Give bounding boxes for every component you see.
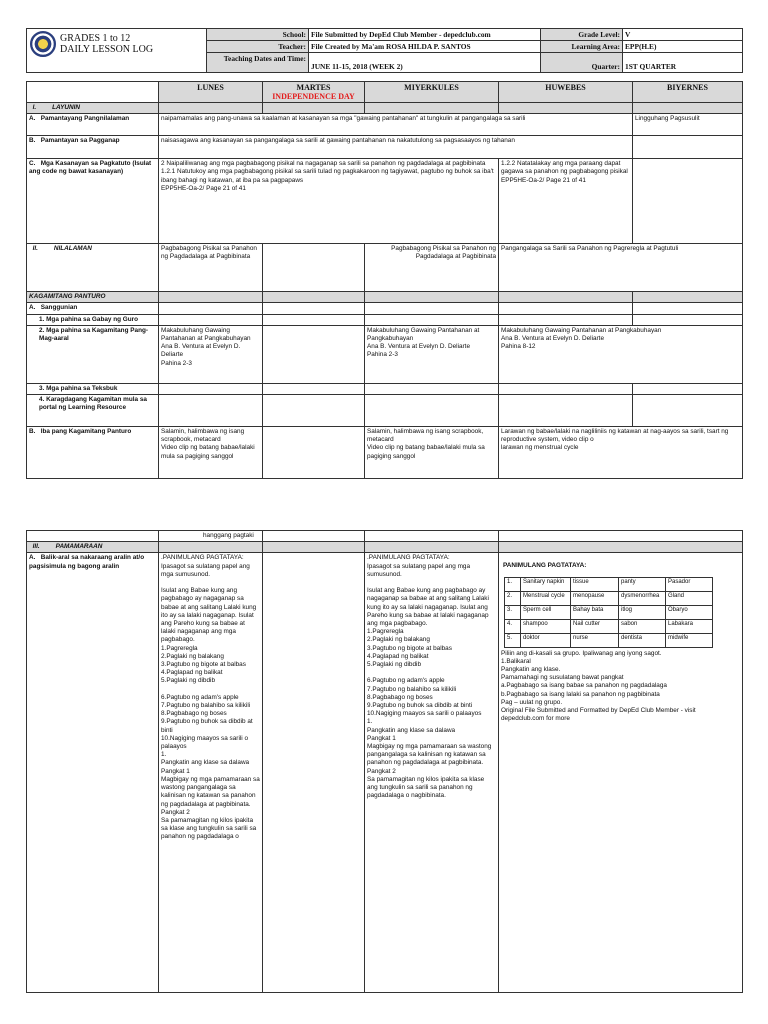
lesson-table <box>26 81 743 479</box>
row-pamantayang-pangnilalaman: A. Pamantayang Pangnilalaman <box>27 114 159 136</box>
corner-cell <box>27 82 159 103</box>
header-table <box>26 28 743 73</box>
mag-aaral-wed: Makabuluhang Gawaing Pantahanan at Pangkabuhayan Ana B. Ventura at Evelyn D. Deliarte Pahina 2-3 <box>365 325 499 383</box>
grid-cell: menopause <box>571 591 619 605</box>
row-karagdagang-kagamitan: 4. Karagdagang Kagamitan mula sa portal ng Learning Resource <box>27 395 159 427</box>
choice-grid <box>504 577 713 648</box>
row-kasanayan: C. Mga Kasanayan sa Pagkatuto (Isulat ang code ng bawat kasanayan) <box>27 159 159 244</box>
section-pamamaraan: III. PAMAMARAAN <box>27 542 159 553</box>
grid-cell: Nail cutter <box>571 619 619 633</box>
grid-cell: doktor <box>521 633 571 647</box>
grid-cell: Pasador <box>666 577 713 591</box>
grade-value: V <box>623 29 743 41</box>
grid-cell: itlog <box>619 605 666 619</box>
row-kagamitang-mag-aaral: 2. Mga pahina sa Kagamitang Pang-Mag-aaral <box>27 325 159 383</box>
nilalaman-mon: Pagbabagong Pisikal sa Panahon ng Pagdadalaga at Pagbibinata <box>159 244 263 292</box>
grid-cell: dentista <box>619 633 666 647</box>
grid-cell: shampoo <box>521 619 571 633</box>
grid-cell: Sperm cell <box>521 605 571 619</box>
mag-aaral-thu: Makabuluhang Gawaing Pantahanan at Pangkabuhayan Ana B. Ventura at Evelyn D. Deliarte Pahina 8-12 <box>499 325 743 383</box>
row-iba-pang-kagamitan: B. Iba pang Kagamitang Panturo <box>27 427 159 479</box>
iba-pang-thu: Larawan ng babae/lalaki na nagliliniis ng katawan at nag-aayos sa sarili, tsart ng reproductive system, video clip o larawan ng menstrual cycle <box>499 427 743 479</box>
grid-row <box>505 619 713 633</box>
day-martes <box>263 82 365 103</box>
section-kagamitan: KAGAMITANG PANTURO <box>27 292 159 303</box>
grid-cell: 5. <box>505 633 521 647</box>
iba-pang-mon: Salamin, halimbawa ng isang scrapbook, metacard Video clip ng batang babae/lalaki mula sa pagiging sanggol <box>159 427 263 479</box>
teacher-label: Teacher: <box>207 41 309 53</box>
section-nilalaman: II. NILALAMAN <box>27 244 159 292</box>
grid-row <box>505 633 713 647</box>
row-gabay-guro: 1. Mga pahina sa Gabay ng Guro <box>27 314 159 325</box>
holiday-label: INDEPENDENCE DAY <box>272 92 355 101</box>
grid-cell: panty <box>619 577 666 591</box>
day-lunes: LUNES <box>159 82 263 103</box>
kasanayan-thu: 1.2.2 Natatalakay ang mga paraang dapat gagawa sa panahon ng pagbabagong pisikal EPP5HE-Oa-2/ Page 21 of 41 <box>499 159 633 244</box>
thu-instructions: Piliin ang di-kasali sa grupo. Ipaliwanag ang iyong sagot. 1.Balikaral Pangkatin ang klase. Pamamahagi ng susulatang bawat pangkat a.Pagbabago sa isang babae sa panahon ng pagdadalaga b.Pagbabago sa isang lalaki sa panahon ng pagbibinata Pag – uulat ng grupo. Original File Submitted and Formatted by DepEd Club Member - visit depedclub.com for more <box>501 649 696 723</box>
section-layunin: I. LAYUNIN <box>27 103 159 114</box>
teacher-value: File Created by Ma'am ROSA HILDA P. SANTOS <box>309 41 541 53</box>
balik-aral-mon: .PANIMULANG PAGTATAYA: Ipasagot sa sulatang papel ang mga sumusunod. Isulat ang Babae kung ang pagbabago ay nagaganap sa babae at ang salitang Lalaki kung ito ay sa lalaki nagaganap. Isulat ang Pareho kung sa babae at lalaki nagaganap ang mga pagbabago. 1.Pagreregla 2.Paglaki ng balakang 3.Pagtubo ng bigote at balbas 4.Paglapad ng balikat 5.Paglaki ng dibdib 6.Pagtubo ng adam's apple 7.Pagtubo ng balahibo sa kilikili 8.Pagbabago ng boses 9.Pagtubo ng buhok sa dibdib at binti 10.Nagiging maayos sa sarili o palaayos 1. Pangkatin ang klase sa dalawa Pangkat 1 Magbigay ng mga pamamaraan sa wastong pangangalaga sa kalinisan ng katawan sa panahon ng pagdadalaga at pagbibinata. Pangkat 2 Sa pamamagitan ng kilos ipakita sa klase ang tungkulin sa sarili sa panahon ng pagdadalaga o <box>159 553 263 993</box>
procedure-table <box>26 530 743 993</box>
grid-cell: nurse <box>571 633 619 647</box>
grid-cell: Obaryo <box>666 605 713 619</box>
row-pamantayan-sa-pagganap: B. Pamantayan sa Pagganap <box>27 136 159 159</box>
iba-pang-wed: Salamin, halimbawa ng isang scrapbook, metacard Video clip ng batang babae/lalaki mula sa pagiging sanggol <box>365 427 499 479</box>
title-line-2: DAILY LESSON LOG <box>60 44 154 55</box>
balik-aral-thu <box>499 553 743 993</box>
kasanayan-text: 2 Naipaliliwanag ang mga pagbabagong pisikal na nagaganap sa sarili sa panahon ng pagdadalaga at pagbibinata 1.2.1 Natutukoy ang mga pagbabagong pisikal sa sarili tulad ng pagkakaroon ng tagiyawat, pagtubo ng buhok sa iba't ibang bahagi ng katawan, at iba pa sa pagpapaws EPP5HE-Oa-2/ Page 21 of 41 <box>159 159 499 244</box>
grid-cell: 2. <box>505 591 521 605</box>
dates-value: JUNE 11-15, 2018 (WEEK 2) <box>309 53 541 73</box>
grid-cell: sabon <box>619 619 666 633</box>
grid-row <box>505 591 713 605</box>
mag-aaral-mon: Makabuluhang Gawaing Pantahanan at Pangkabuhayan Ana B. Ventura at Evelyn D. Deliarte Pahina 2-3 <box>159 325 263 383</box>
day-miyerkules: MIYERKULES <box>365 82 499 103</box>
grid-row <box>505 577 713 591</box>
grid-cell: 1. <box>505 577 521 591</box>
grid-cell: midwife <box>666 633 713 647</box>
day-martes-label: MARTES <box>296 83 331 92</box>
pangnilalaman-text: naipamamalas ang pang-unawa sa kaalaman at kasanayan sa mga "gawaing pantahanan" at tungkulin at pangangalaga sa sarili <box>159 114 633 136</box>
grid-cell: 3. <box>505 605 521 619</box>
area-label: Learning Area: <box>541 41 623 53</box>
row-sanggunian: A. Sanggunian <box>27 303 159 314</box>
day-biyernes: BIYERNES <box>633 82 743 103</box>
school-label: School: <box>207 29 309 41</box>
grid-cell: 4. <box>505 619 521 633</box>
dates-label: Teaching Dates and Time: <box>207 53 309 73</box>
panimulang-title: PANIMULANG PAGTATAYA: <box>503 562 587 570</box>
title-block <box>27 29 207 73</box>
area-value: EPP(H.E) <box>623 41 743 53</box>
nilalaman-wed: Pagbabagong Pisikal sa Panahon ng Pagdadalaga at Pagbibinata <box>365 244 499 292</box>
grid-cell: Menstrual cycle <box>521 591 571 605</box>
lesson-log-page-2 <box>26 530 742 993</box>
grid-cell: Labakara <box>666 619 713 633</box>
grade-label: Grade Level: <box>541 29 623 41</box>
lesson-log-page-1 <box>26 28 742 479</box>
grid-cell: Bahay bata <box>571 605 619 619</box>
grid-cell: tissue <box>571 577 619 591</box>
pagganap-text: naisasagawa ang kasanayan sa pangangalaga sa sarili at gawaing pantahanan na nakatutulong sa pagsasaayos ng tahanan <box>159 136 633 159</box>
continued-text: hanggang pagtaki <box>159 531 263 542</box>
grid-cell: Sanitary napkin <box>521 577 571 591</box>
row-balik-aral: A. Balik-aral sa nakaraang aralin at/o pagsisimula ng bagong aralin <box>27 553 159 993</box>
day-huwebes: HUWEBES <box>499 82 633 103</box>
title-line-1: GRADES 1 to 12 <box>60 33 131 44</box>
pangnilalaman-fri: Lingguhang Pagsusulit <box>633 114 743 136</box>
grid-cell: dysmenorrhea <box>619 591 666 605</box>
grid-row <box>505 605 713 619</box>
grid-cell: Gland <box>666 591 713 605</box>
school-value: File Submitted by DepEd Club Member - depedclub.com <box>309 29 541 41</box>
quarter-value: 1ST QUARTER <box>623 53 743 73</box>
quarter-label: Quarter: <box>541 53 623 73</box>
row-teksbuk: 3. Mga pahina sa Teksbuk <box>27 383 159 394</box>
balik-aral-wed: .PANIMULANG PAGTATAYA: Ipasagot sa sulatang papel ang mga sumusunod. Isulat ang Babae kung ang pagbabago ay nagaganap sa babae at ang salitang Lalaki kung ito ay sa lalaki nagaganap. Isulat ang Pareho kung sa babae at lalaki nagaganap ang mga pagbabago. 1.Pagreregla 2.Paglaki ng balakang 3.Pagtubo ng bigote at balbas 4.Paglapad ng balikat 5.Paglaki ng dibdib 6.Pagtubo ng adam's apple 7.Pagtubo ng balahibo sa kilikili 8.Pagbabago ng boses 9.Pagtubo ng buhok sa dibdib at binti 10.Nagiging maayos sa sarili o palaayos 1. Pangkatin ang klase sa dalawa Pangkat 1 Magbigay ng mga pamamaraan sa wastong pangangalaga sa kalinisan ng katawan sa panahon ng pagdadalaga at pagbibinata. Pangkat 2 Sa pamamagitan ng kilos ipakita sa klase ang tungkulin sa sarili sa panahon ng pagdadalaga o nagbibinata. <box>365 553 499 993</box>
deped-seal-icon <box>30 31 56 57</box>
nilalaman-thu: Pangangalaga sa Sarili sa Panahon ng Pagreregla at Pagtutuli <box>499 244 743 292</box>
